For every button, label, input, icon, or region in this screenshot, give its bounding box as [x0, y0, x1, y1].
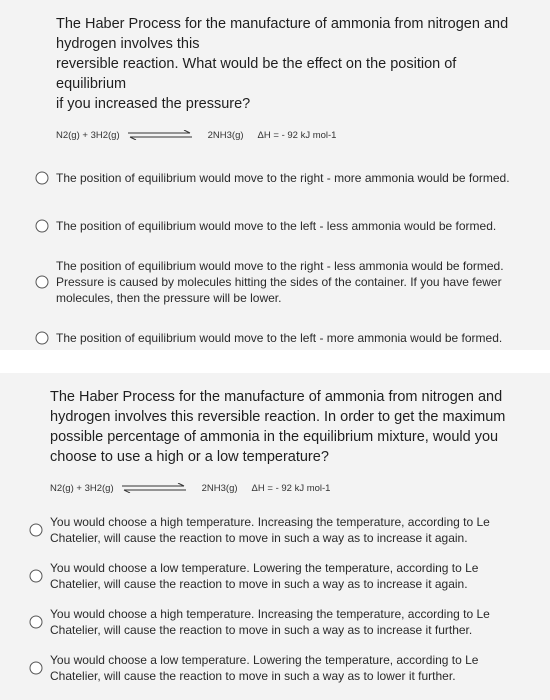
option-2b[interactable]: [50, 557, 528, 595]
option-text: You would choose a low temperature. Lowering the temperature, according to Le Chatelier, will cause the reaction to move in such a way as to lower it further.: [50, 653, 479, 683]
option-2a[interactable]: [50, 511, 528, 549]
equation-reactants: N2(g) + 3H2(g): [56, 129, 120, 141]
option-text: The position of equilibrium would move to the right - more ammonia would be formed.: [56, 171, 510, 185]
equilibrium-arrows-icon: [120, 483, 188, 493]
equation-product: 2NH3(g): [201, 482, 238, 494]
equation-reactants: N2(g) + 3H2(g): [50, 482, 114, 494]
radio-button[interactable]: [30, 616, 43, 629]
radio-button[interactable]: [36, 332, 49, 345]
question-1-text: The Haber Process for the manufacture of ammonia from nitrogen and hydrogen involves this reversible reaction. What would be the effect on the position of equilibrium if you increased the pressure?: [56, 16, 509, 112]
option-text: You would choose a high temperature. Increasing the temperature, according to Le Chatelier, will cause the reaction to move in such a way as to increase it again.: [50, 515, 490, 545]
option-1a[interactable]: [56, 158, 528, 198]
option-2d[interactable]: [50, 649, 528, 687]
option-1d[interactable]: [56, 318, 528, 358]
radio-button[interactable]: [36, 276, 49, 289]
radio-button[interactable]: [30, 524, 43, 537]
option-text: You would choose a low temperature. Lowering the temperature, according to Le Chatelier, will cause the reaction to move in such a way as to increase it again.: [50, 561, 479, 591]
equation-enthalpy: ΔH = - 92 kJ mol-1: [257, 129, 337, 141]
option-2c[interactable]: [50, 603, 528, 641]
option-text: The position of equilibrium would move to the left - less ammonia would be formed.: [56, 219, 497, 233]
radio-button[interactable]: [30, 570, 43, 583]
option-text: The position of equilibrium would move to the left - more ammonia would be formed.: [56, 331, 503, 345]
option-1b[interactable]: [56, 206, 528, 246]
equilibrium-arrows-icon: [126, 130, 194, 140]
question-2-equation: [50, 477, 528, 499]
radio-button[interactable]: [30, 662, 43, 675]
question-2-text: The Haber Process for the manufacture of ammonia from nitrogen and hydrogen involves this reversible reaction. In order to get the maximum possible percentage of ammonia in the equilibrium mixture, would you choose to use a high or a low temperature?: [50, 389, 506, 465]
option-text: You would choose a high temperature. Increasing the temperature, according to Le Chatelier, will cause the reaction to move in such a way as to increase it further.: [50, 607, 490, 637]
radio-button[interactable]: [36, 172, 49, 185]
equation-enthalpy: ΔH = - 92 kJ mol-1: [251, 482, 331, 494]
option-1c[interactable]: [56, 254, 528, 310]
question-2-card: [0, 373, 550, 700]
equation-product: 2NH3(g): [207, 129, 244, 141]
question-1-equation: [56, 124, 528, 146]
radio-button[interactable]: [36, 220, 49, 233]
option-text: The position of equilibrium would move to the right - less ammonia would be formed. Pressure is caused by molecules hitting the sides of the container. If you have fewer molecules, then the pressure will be lower.: [56, 259, 504, 305]
